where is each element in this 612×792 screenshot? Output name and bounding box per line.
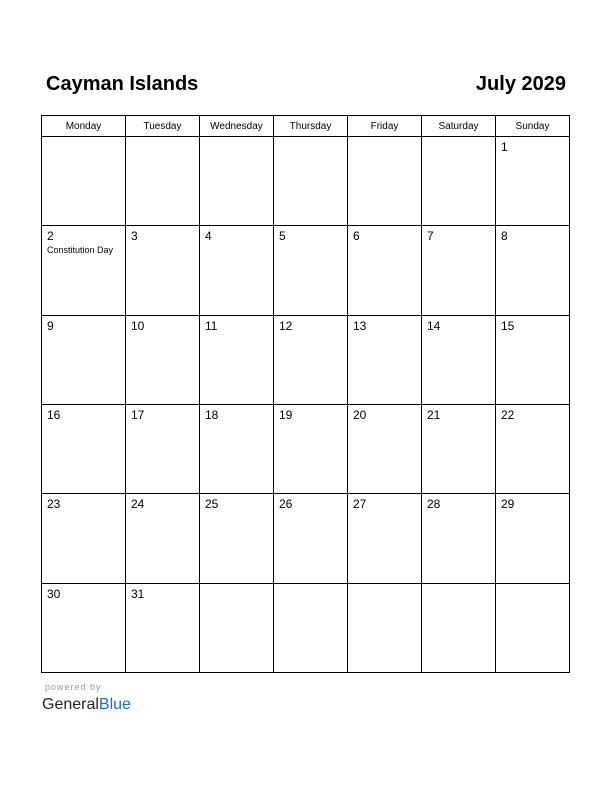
day-number: 18 <box>205 407 219 422</box>
holiday-label <box>496 243 569 244</box>
day-cell <box>274 583 348 672</box>
day-cell <box>200 404 274 493</box>
day-number: 7 <box>427 229 434 244</box>
holiday-label <box>200 587 273 588</box>
day-number: 15 <box>501 318 515 333</box>
calendar-grid <box>41 115 570 673</box>
holiday-label <box>496 154 569 155</box>
day-number: 22 <box>501 407 515 422</box>
weekday-header-row <box>42 116 570 137</box>
day-cell <box>200 494 274 583</box>
day-number: 25 <box>205 497 219 512</box>
day-cell <box>274 404 348 493</box>
day-cell <box>496 137 570 226</box>
holiday-label <box>42 601 125 602</box>
day-cell <box>496 226 570 315</box>
week-row <box>42 494 570 583</box>
day-number: 6 <box>353 229 360 244</box>
holiday-label <box>126 140 199 141</box>
holiday-label <box>422 333 495 334</box>
holiday-label <box>348 511 421 512</box>
holiday-label <box>200 243 273 244</box>
day-cell <box>42 315 126 404</box>
holiday-label <box>348 333 421 334</box>
holiday-label <box>42 422 125 423</box>
holiday-label <box>422 422 495 423</box>
holiday-label <box>126 511 199 512</box>
day-cell <box>348 226 422 315</box>
day-cell <box>200 315 274 404</box>
day-cell <box>348 404 422 493</box>
day-cell <box>496 583 570 672</box>
day-cell <box>42 404 126 493</box>
holiday-label <box>348 140 421 141</box>
holiday-label <box>496 422 569 423</box>
brand-general-text: General <box>42 696 99 713</box>
day-cell <box>126 583 200 672</box>
week-row <box>42 137 570 226</box>
day-number: 30 <box>47 586 61 601</box>
day-cell <box>200 226 274 315</box>
weekday-header: Friday <box>348 116 422 137</box>
day-number: 19 <box>279 407 293 422</box>
day-number: 17 <box>131 407 145 422</box>
day-cell <box>348 137 422 226</box>
day-number: 13 <box>353 318 367 333</box>
holiday-label <box>348 422 421 423</box>
day-cell <box>422 494 496 583</box>
holiday-label <box>348 587 421 588</box>
day-cell <box>200 583 274 672</box>
month-title: July 2029 <box>475 73 566 95</box>
day-cell <box>348 315 422 404</box>
day-cell <box>42 137 126 226</box>
day-number: 12 <box>279 318 293 333</box>
day-number: 21 <box>427 407 441 422</box>
day-number: 3 <box>131 229 138 244</box>
day-cell <box>274 137 348 226</box>
holiday-label <box>274 511 347 512</box>
holiday-label <box>42 511 125 512</box>
holiday-label <box>274 422 347 423</box>
day-cell <box>422 226 496 315</box>
day-number: 8 <box>501 229 508 244</box>
day-cell <box>42 494 126 583</box>
weekday-header: Monday <box>42 116 126 137</box>
day-cell <box>200 137 274 226</box>
day-number: 20 <box>353 407 367 422</box>
holiday-label <box>126 243 199 244</box>
holiday-label <box>422 140 495 141</box>
week-row <box>42 404 570 493</box>
day-cell <box>126 404 200 493</box>
weekday-header: Saturday <box>422 116 496 137</box>
day-number: 4 <box>205 229 212 244</box>
holiday-label <box>274 140 347 141</box>
week-row <box>42 583 570 672</box>
day-cell <box>496 315 570 404</box>
holiday-label <box>42 140 125 141</box>
holiday-label <box>126 422 199 423</box>
day-number: 26 <box>279 497 293 512</box>
day-cell <box>126 494 200 583</box>
day-number: 29 <box>501 497 515 512</box>
day-number: 10 <box>131 318 145 333</box>
day-number: 23 <box>47 497 61 512</box>
holiday-label <box>200 140 273 141</box>
day-number: 14 <box>427 318 441 333</box>
holiday-label <box>496 333 569 334</box>
weekday-header: Tuesday <box>126 116 200 137</box>
holiday-label <box>422 587 495 588</box>
weekday-header: Wednesday <box>200 116 274 137</box>
holiday-label <box>496 511 569 512</box>
week-row <box>42 315 570 404</box>
day-cell <box>274 315 348 404</box>
holiday-label <box>274 243 347 244</box>
holiday-label <box>422 511 495 512</box>
day-number: 24 <box>131 497 145 512</box>
weekday-header: Sunday <box>496 116 570 137</box>
holiday-label <box>422 243 495 244</box>
holiday-label <box>42 333 125 334</box>
holiday-label <box>200 333 273 334</box>
day-cell <box>496 404 570 493</box>
day-number: 16 <box>47 407 61 422</box>
holiday-label <box>200 422 273 423</box>
country-title: Cayman Islands <box>46 73 199 95</box>
day-number: 2 <box>47 229 54 244</box>
day-number: 31 <box>131 586 145 601</box>
holiday-label <box>274 333 347 334</box>
day-cell <box>348 583 422 672</box>
holiday-label <box>200 511 273 512</box>
day-cell <box>274 226 348 315</box>
day-cell <box>422 583 496 672</box>
holiday-label <box>126 333 199 334</box>
day-cell <box>42 583 126 672</box>
day-cell <box>422 404 496 493</box>
day-cell <box>422 137 496 226</box>
day-number: 5 <box>279 229 286 244</box>
powered-by-text: powered by <box>45 682 102 692</box>
week-row <box>42 226 570 315</box>
holiday-label: Constitution Day <box>47 245 114 256</box>
day-cell <box>496 494 570 583</box>
day-number: 27 <box>353 497 367 512</box>
day-cell <box>126 137 200 226</box>
holiday-label <box>274 587 347 588</box>
day-cell <box>126 226 200 315</box>
page-header <box>46 70 566 100</box>
day-number: 28 <box>427 497 441 512</box>
day-cell <box>274 494 348 583</box>
day-cell <box>422 315 496 404</box>
brand-logo[interactable] <box>42 695 131 715</box>
brand-blue-text: Blue <box>98 696 131 713</box>
weekday-header: Thursday <box>274 116 348 137</box>
holiday-label <box>126 601 199 602</box>
holiday-label <box>496 587 569 588</box>
holiday-label <box>348 243 421 244</box>
day-cell <box>126 315 200 404</box>
footer-branding <box>42 681 131 715</box>
day-cell <box>348 494 422 583</box>
day-cell <box>42 226 126 315</box>
day-number: 11 <box>205 318 218 333</box>
day-number: 9 <box>47 318 54 333</box>
day-number: 1 <box>501 140 508 154</box>
